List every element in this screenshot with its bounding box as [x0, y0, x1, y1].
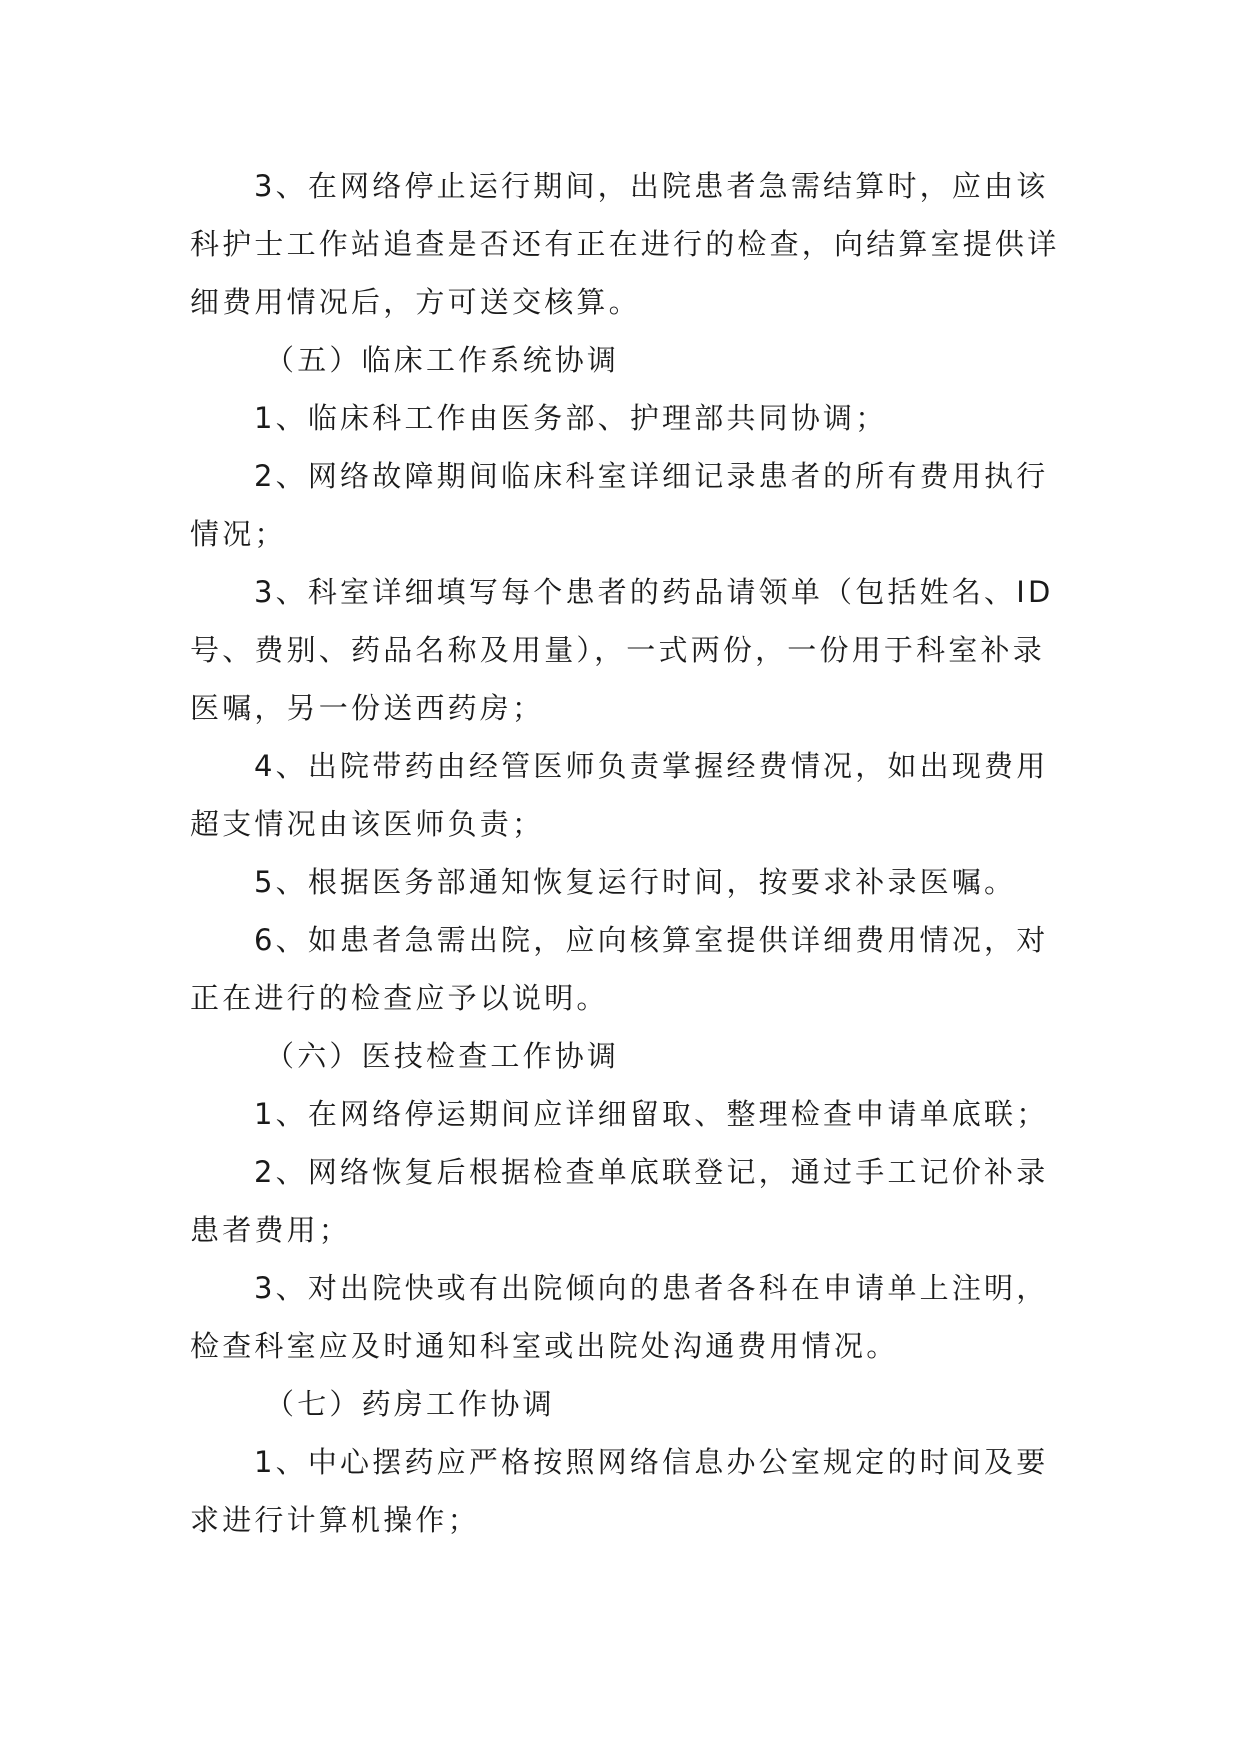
paragraph-clinical-1: 1、临床科工作由医务部、护理部共同协调；	[254, 401, 888, 435]
paragraph-pharmacy-1: 1、中心摆药应严格按照网络信息办公室规定的时间及要求进行计算机操作；	[190, 1445, 1049, 1537]
paragraph-medtech-2: 2、网络恢复后根据检查单底联登记，通过手工记价补录患者费用；	[190, 1155, 1049, 1247]
paragraph-item-3-settlement: 3、在网络停止运行期间，出院患者急需结算时，应由该科护士工作站追查是否还有正在进行的检查，向结算室提供详细费用情况后，方可送交核算。	[190, 169, 1060, 319]
paragraph-clinical-2: 2、网络故障期间临床科室详细记录患者的所有费用执行情况；	[190, 459, 1049, 551]
paragraph-clinical-6: 6、如患者急需出院，应向核算室提供详细费用情况，对正在进行的检查应予以说明。	[190, 923, 1049, 1015]
section-heading-pharmacy: （七）药房工作协调	[265, 1387, 555, 1421]
section-heading-medtech: （六）医技检查工作协调	[265, 1039, 620, 1073]
document-body	[190, 157, 1070, 1549]
paragraph-clinical-4: 4、出院带药由经管医师负责掌握经费情况，如出现费用超支情况由该医师负责；	[190, 749, 1049, 841]
paragraph-clinical-5: 5、根据医务部通知恢复运行时间，按要求补录医嘱。	[254, 865, 1017, 899]
paragraph-clinical-3: 3、科室详细填写每个患者的药品请领单（包括姓名、ID号、费别、药品名称及用量），一式两份，一份用于科室补录医嘱，另一份送西药房；	[190, 575, 1054, 725]
paragraph-medtech-3: 3、对出院快或有出院倾向的患者各科在申请单上注明，检查科室应及时通知科室或出院处沟通费用情况。	[190, 1271, 1049, 1363]
section-heading-clinical: （五）临床工作系统协调	[265, 343, 620, 377]
paragraph-medtech-1: 1、在网络停运期间应详细留取、整理检查申请单底联；	[254, 1097, 1049, 1131]
